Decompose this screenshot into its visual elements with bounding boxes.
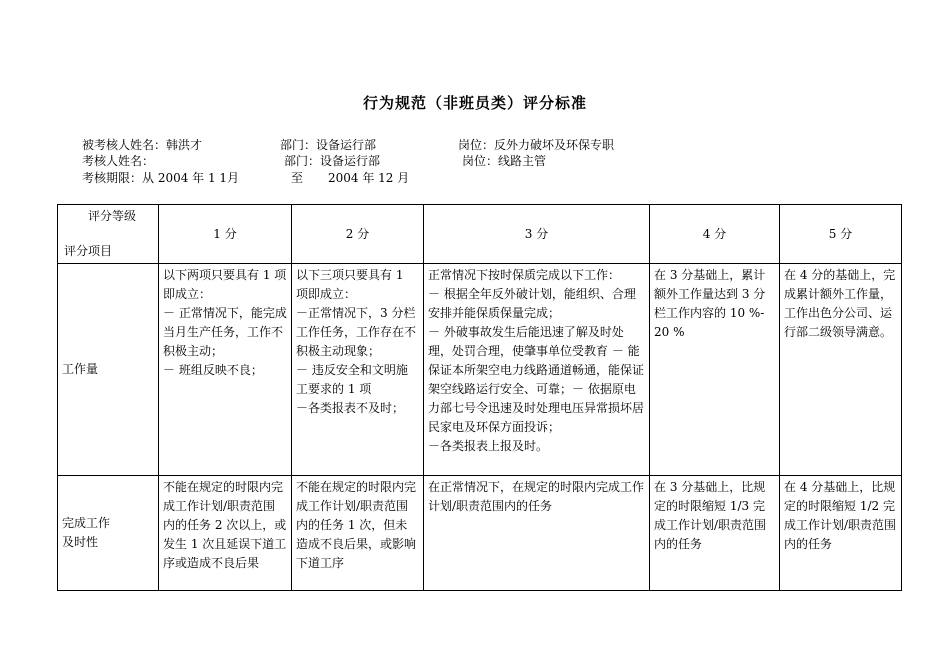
examiner-name: 考核人姓名： xyxy=(82,154,155,168)
period-end: 2004 年 12 月 xyxy=(328,171,410,185)
table-row xyxy=(58,264,902,476)
examiner-department: 部门：设备运行部 xyxy=(284,154,381,168)
criteria-text: 不能在规定的时限内完成工作计划/职责范围内的任务 1 次，但未造成不良后果，或影响下道工序 xyxy=(296,480,417,570)
workload-grade-5-cell xyxy=(780,264,902,476)
criteria-text: 在正常情况下，在规定的时限内完成工作计划/职责范围内的任务 xyxy=(428,480,645,513)
workload-grade-2-cell xyxy=(292,264,424,476)
grade-header-1: 1 分 xyxy=(159,205,292,264)
timeliness-grade-4-cell xyxy=(650,476,780,591)
timeliness-grade-3-cell xyxy=(424,476,650,591)
grade-header-3: 3 分 xyxy=(424,205,650,264)
examinee-department: 部门：设备运行部 xyxy=(280,138,377,152)
criteria-text: 在 4 分基础上，比规定的时限缩短 1/2 完成工作计划/职责范围内的任务 xyxy=(784,480,897,551)
grade-header-2: 2 分 xyxy=(292,205,424,264)
criteria-text: 不能在规定的时限内完成工作计划/职责范围内的任务 2 次以上，或发生 1 次且延误下道工序或造成不良后果 xyxy=(163,480,287,570)
criteria-text: 以下三项只要具有 1 项即成立： －正常情况下，3 分栏工作任务，工作存在不积极主动现象； － 违反安全和文明施工要求的 1 项 －各类报表不及时； xyxy=(296,268,417,415)
timeliness-grade-5-cell xyxy=(780,476,902,591)
criteria-text: 在 4 分的基础上，完成累计额外工作量，工作出色分公司、运行部二级领导满意。 xyxy=(784,268,896,339)
grade-header-4: 4 分 xyxy=(650,205,780,264)
scoring-table xyxy=(57,204,902,591)
table-row xyxy=(58,476,902,591)
item-label: 评分项目 xyxy=(64,244,113,258)
row-label-timeliness: 完成工作 及时性 xyxy=(58,476,159,591)
criteria-text: 以下两项只要具有 1 项即成立： － 正常情况下，能完成当月生产任务，工作不积极主动； － 班组反映不良； xyxy=(163,268,287,377)
workload-grade-4-cell xyxy=(650,264,780,476)
criteria-text: 在 3 分基础上，比规定的时限缩短 1/3 完成工作计划/职责范围内的任务 xyxy=(654,480,767,551)
grade-header-row xyxy=(58,205,902,264)
grade-level-label: 评分等级 xyxy=(88,209,137,223)
criteria-text: 在 3 分基础上，累计额外工作量达到 3 分栏工作内容的 10 %- 20 % xyxy=(654,268,766,339)
corner-header-cell xyxy=(58,205,159,264)
grade-header-5: 5 分 xyxy=(780,205,902,264)
examinee-post: 岗位：反外力破坏及环保专职 xyxy=(458,138,615,152)
timeliness-grade-2-cell xyxy=(292,476,424,591)
period-to-word: 至 xyxy=(291,171,304,185)
criteria-text: 正常情况下按时保质完成以下工作： － 根据全年反外破计划，能组织、合理安排并能保质保量完成； － 外破事故发生后能迅速了解及时处理，处罚合理，使肇事单位受教育 － 能保证本所架空电力线路通道畅通，能保证架空线路运行安全、可靠；－ 依据原电力部七号令迅速及时处理电压异常损坏居民家电及环保方面投诉； －各类报表上报及时。 xyxy=(428,268,645,453)
workload-grade-1-cell xyxy=(159,264,292,476)
workload-grade-3-cell xyxy=(424,264,650,476)
row-label-workload: 工作量 xyxy=(58,264,159,476)
page-title: 行为规范（非班员类）评分标准 xyxy=(362,94,587,112)
timeliness-grade-1-cell xyxy=(159,476,292,591)
period-from: 考核期限：从 2004 年 1 1月 xyxy=(82,171,240,185)
examiner-post: 岗位：线路主管 xyxy=(462,154,547,168)
examinee-name: 被考核人姓名：韩洪才 xyxy=(82,138,203,152)
